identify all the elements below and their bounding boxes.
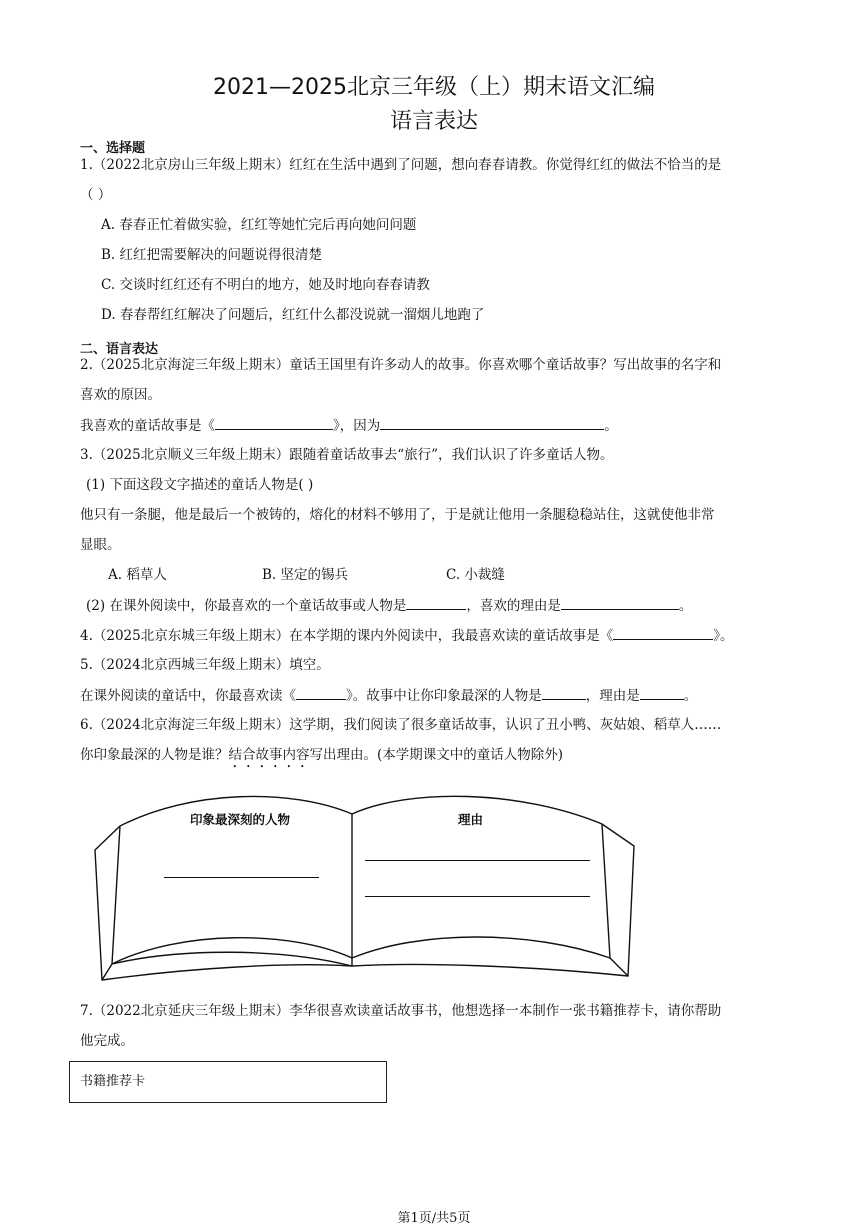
question-1-option-c: C. 交谈时红红还有不明白的地方，她及时地向春春请教 xyxy=(101,277,430,293)
question-3-option-c: C. 小裁缝 xyxy=(446,567,505,583)
question-2-stem: 2.（2025北京海淀三年级上期末）童话王国里有许多动人的故事。你喜欢哪个童话故事？写出故事的名字和 xyxy=(80,357,722,373)
section-heading-expression: 二、语言表达 xyxy=(80,342,159,357)
question-1-option-b: B. 红红把需要解决的问题说得很清楚 xyxy=(101,247,323,263)
question-1-stem: 1.（2022北京房山三年级上期末）红红在生活中遇到了问题，想向春春请教。你觉得红红的做法不恰当的是 xyxy=(80,157,722,173)
answer-line-reason[interactable] xyxy=(365,896,590,897)
answer-line-reason[interactable] xyxy=(365,860,590,861)
question-7-stem: 7.（2022北京延庆三年级上期末）李华很喜欢读童话故事书，他想选择一本制作一张书籍推荐卡，请你帮助 xyxy=(80,1003,722,1019)
answer-blank[interactable] xyxy=(542,686,586,700)
question-2-stem-cont: 喜欢的原因。 xyxy=(80,387,161,403)
question-3-sub1: (1) 下面这段文字描述的童话人物是( ) xyxy=(86,477,314,493)
answer-blank[interactable] xyxy=(380,416,604,430)
answer-line-character[interactable] xyxy=(164,877,319,878)
question-1-paren: （ ） xyxy=(80,187,112,203)
section-heading-choice: 一、选择题 xyxy=(80,141,146,156)
question-1-option-a: A. 春春正忙着做实验，红红等她忙完后再向她问问题 xyxy=(101,217,417,233)
question-6-stem: 6.（2024北京海淀三年级上期末）这学期，我们阅读了很多童话故事，认识了丑小鸭、灰姑娘、稻草人…… xyxy=(80,717,722,733)
book-right-heading: 理由 xyxy=(458,812,484,827)
answer-blank[interactable] xyxy=(613,626,713,640)
answer-blank[interactable] xyxy=(640,686,684,700)
question-1-option-d: D. 春春帮红红解决了问题后，红红什么都没说就一溜烟儿地跑了 xyxy=(101,307,485,323)
question-3-stem: 3.（2025北京顺义三年级上期末）跟随着童话故事去“旅行”，我们认识了许多童话人物。 xyxy=(80,447,614,463)
question-3-passage-cont: 显眼。 xyxy=(80,537,121,553)
card-label: 书籍推荐卡 xyxy=(80,1074,146,1089)
question-3-option-b: B. 坚定的锡兵 xyxy=(262,567,349,583)
question-6-stem-cont: 你印象最深的人物是谁？结合故事内容写出理由。(本学期课文中的童话人物除外) xyxy=(80,747,564,763)
open-book-illustration xyxy=(90,780,640,985)
answer-blank[interactable] xyxy=(296,686,346,700)
page-footer: 第1页/共5页 xyxy=(397,1211,471,1226)
question-2-fill: 我喜欢的童话故事是《 》，因为 。 xyxy=(80,418,618,434)
answer-blank[interactable] xyxy=(561,596,679,610)
answer-blank[interactable] xyxy=(215,416,333,430)
answer-blank[interactable] xyxy=(406,596,466,610)
question-5-fill: 在课外阅读的童话中，你最喜欢读《 》。故事中让你印象最深的人物是 ，理由是 。 xyxy=(80,688,698,704)
question-3-option-a: A. 稻草人 xyxy=(108,567,167,583)
book-recommendation-card[interactable] xyxy=(69,1061,387,1103)
question-7-stem-cont: 他完成。 xyxy=(80,1033,134,1049)
question-3-sub2: (2) 在课外阅读中，你最喜欢的一个童话故事或人物是 ，喜欢的理由是 。 xyxy=(86,598,693,614)
page-subtitle: 语言表达 xyxy=(389,109,478,134)
page-title: 2021—2025北京三年级（上）期末语文汇编 xyxy=(213,75,655,100)
question-4: 4.（2025北京东城三年级上期末）在本学期的课内外阅读中，我最喜欢读的童话故事是《 》。 xyxy=(80,628,734,644)
question-3-passage: 他只有一条腿，他是最后一个被铸的，熔化的材料不够用了，于是就让他用一条腿稳稳站住，这就使他非常 xyxy=(80,507,715,523)
question-5-stem: 5.（2024北京西城三年级上期末）填空。 xyxy=(80,657,330,673)
book-left-heading: 印象最深刻的人物 xyxy=(190,812,291,827)
